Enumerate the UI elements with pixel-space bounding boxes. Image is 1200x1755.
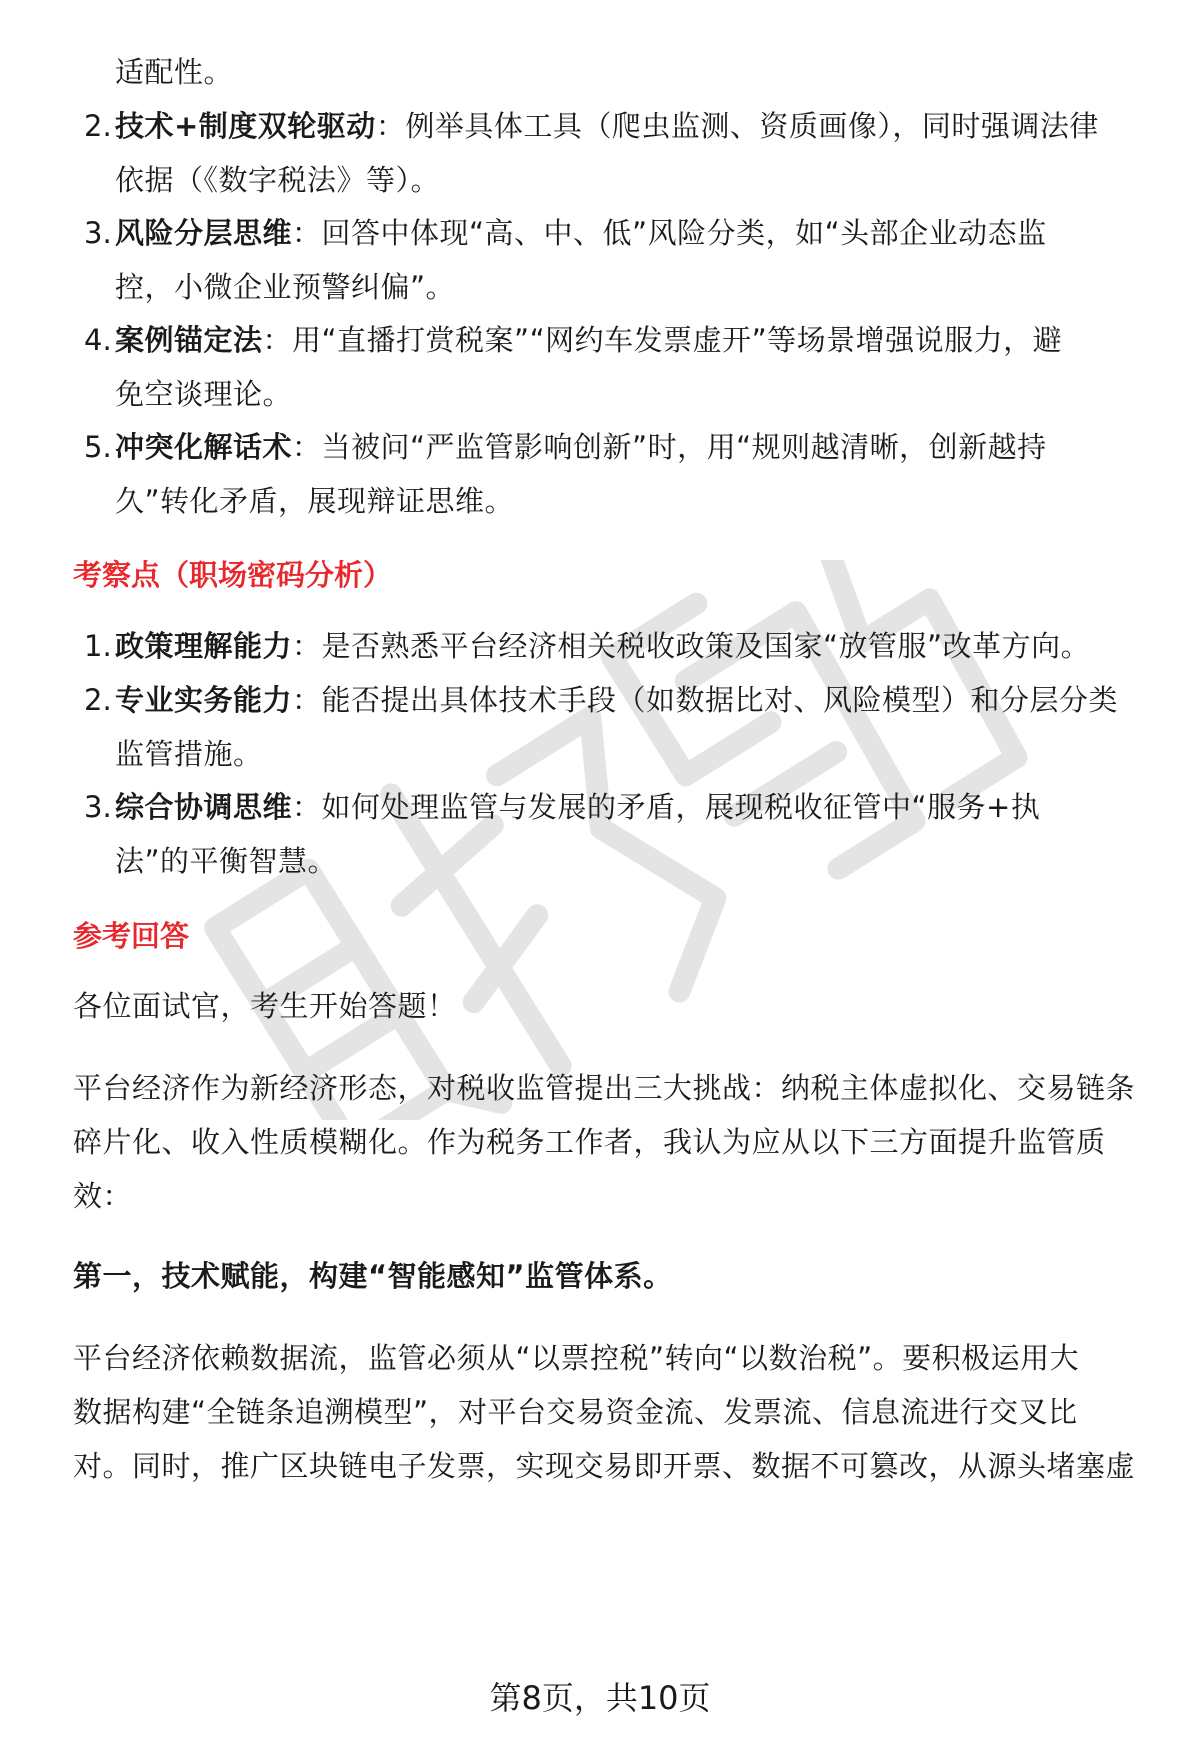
list-item-text: 是否熟悉平台经济相关税收政策及国家“放管服”改革方向。: [321, 629, 1091, 663]
list-item-number: 4.: [84, 323, 112, 357]
list-item-text: 例举具体工具（爬虫监测、资质画像），同时强调法律: [405, 109, 1099, 143]
list-item-separator: ：: [292, 790, 322, 824]
list-item-separator: ：: [292, 629, 322, 663]
list-item-title: 综合协调思维: [115, 790, 293, 824]
answer-intro-line: 平台经济作为新经济形态，对税收监管提出三大挑战：纳税主体虚拟化、交易链条: [73, 1071, 1136, 1105]
list-item-number: 2.: [84, 109, 112, 143]
list-item-line: [115, 427, 1047, 467]
list-item-number: 2.: [84, 683, 112, 717]
section-heading-kaocha: 考察点（职场密码分析）: [73, 558, 393, 592]
list-item-line: [115, 626, 1090, 666]
list-item-text-cont: 依据（《数字税法》等）。: [115, 163, 441, 197]
list-item-line: [115, 320, 1062, 360]
list-item-line: [115, 213, 1047, 253]
answer-point1-line: 平台经济依赖数据流，监管必须从“以票控税”转向“以数治税”。要积极运用大: [73, 1341, 1080, 1375]
answer-point1-line: 对。同时，推广区块链电子发票，实现交易即开票、数据不可篡改，从源头堵塞虚: [73, 1449, 1136, 1483]
answer-greeting: 各位面试官，考生开始答题！: [73, 989, 457, 1023]
list-item-number: 3.: [84, 790, 112, 824]
list-item-title: 风险分层思维: [115, 216, 293, 250]
list-item-text-cont: 法”的平衡智慧。: [115, 844, 338, 878]
list-item-text: 如何处理监管与发展的矛盾，展现税收征管中“服务+执: [321, 790, 1041, 824]
list-item-title: 专业实务能力: [115, 683, 293, 717]
list-item-text-cont: 控，小微企业预警纠偏”。: [115, 270, 456, 304]
list-item-separator: ：: [292, 683, 322, 717]
answer-intro-line: 效：: [73, 1179, 133, 1213]
answer-point1-line: 数据构建“全链条追溯模型”，对平台交易资金流、发票流、信息流进行交叉比: [73, 1395, 1078, 1429]
list-item-text: 回答中体现“高、中、低”风险分类，如“头部企业动态监: [321, 216, 1047, 250]
list-item-title: 技术+制度双轮驱动: [115, 109, 376, 143]
list-item-line: [115, 787, 1040, 827]
list-item-title: 冲突化解话术: [115, 430, 293, 464]
list-item-line: [115, 106, 1099, 146]
list-item-separator: ：: [292, 430, 322, 464]
list-item-number: 1.: [84, 629, 112, 663]
list-item-text-cont: 免空谈理论。: [115, 377, 293, 411]
list-item-separator: ：: [375, 109, 406, 143]
list-item-title: 政策理解能力: [115, 629, 293, 663]
list-item-separator: ：: [262, 323, 293, 357]
list-item-text-cont: 监管措施。: [115, 737, 263, 771]
page-footer: 第8页，共10页: [489, 1679, 711, 1717]
answer-intro-line: 碎片化、收入性质模糊化。作为税务工作者，我认为应从以下三方面提升监管质: [73, 1125, 1106, 1159]
list-item-separator: ：: [292, 216, 322, 250]
list-item-number: 3.: [84, 216, 112, 250]
list-item-text: 能否提出具体技术手段（如数据比对、风险模型）和分层分类: [321, 683, 1119, 717]
section-heading-answer: 参考回答: [73, 919, 190, 953]
list-continuation-text: 适配性。: [115, 55, 234, 89]
list-item-text-cont: 久”转化矛盾，展现辩证思维。: [115, 484, 515, 518]
answer-point1-heading: 第一，技术赋能，构建“智能感知”监管体系。: [73, 1259, 673, 1293]
list-item-line: [115, 680, 1118, 720]
list-item-text: 用“直播打赏税案”“网约车发票虚开”等场景增强说服力，避: [292, 323, 1063, 357]
list-item-text: 当被问“严监管影响创新”时，用“规则越清晰，创新越持: [321, 430, 1047, 464]
list-item-title: 案例锚定法: [115, 323, 263, 357]
list-item-number: 5.: [84, 430, 112, 464]
